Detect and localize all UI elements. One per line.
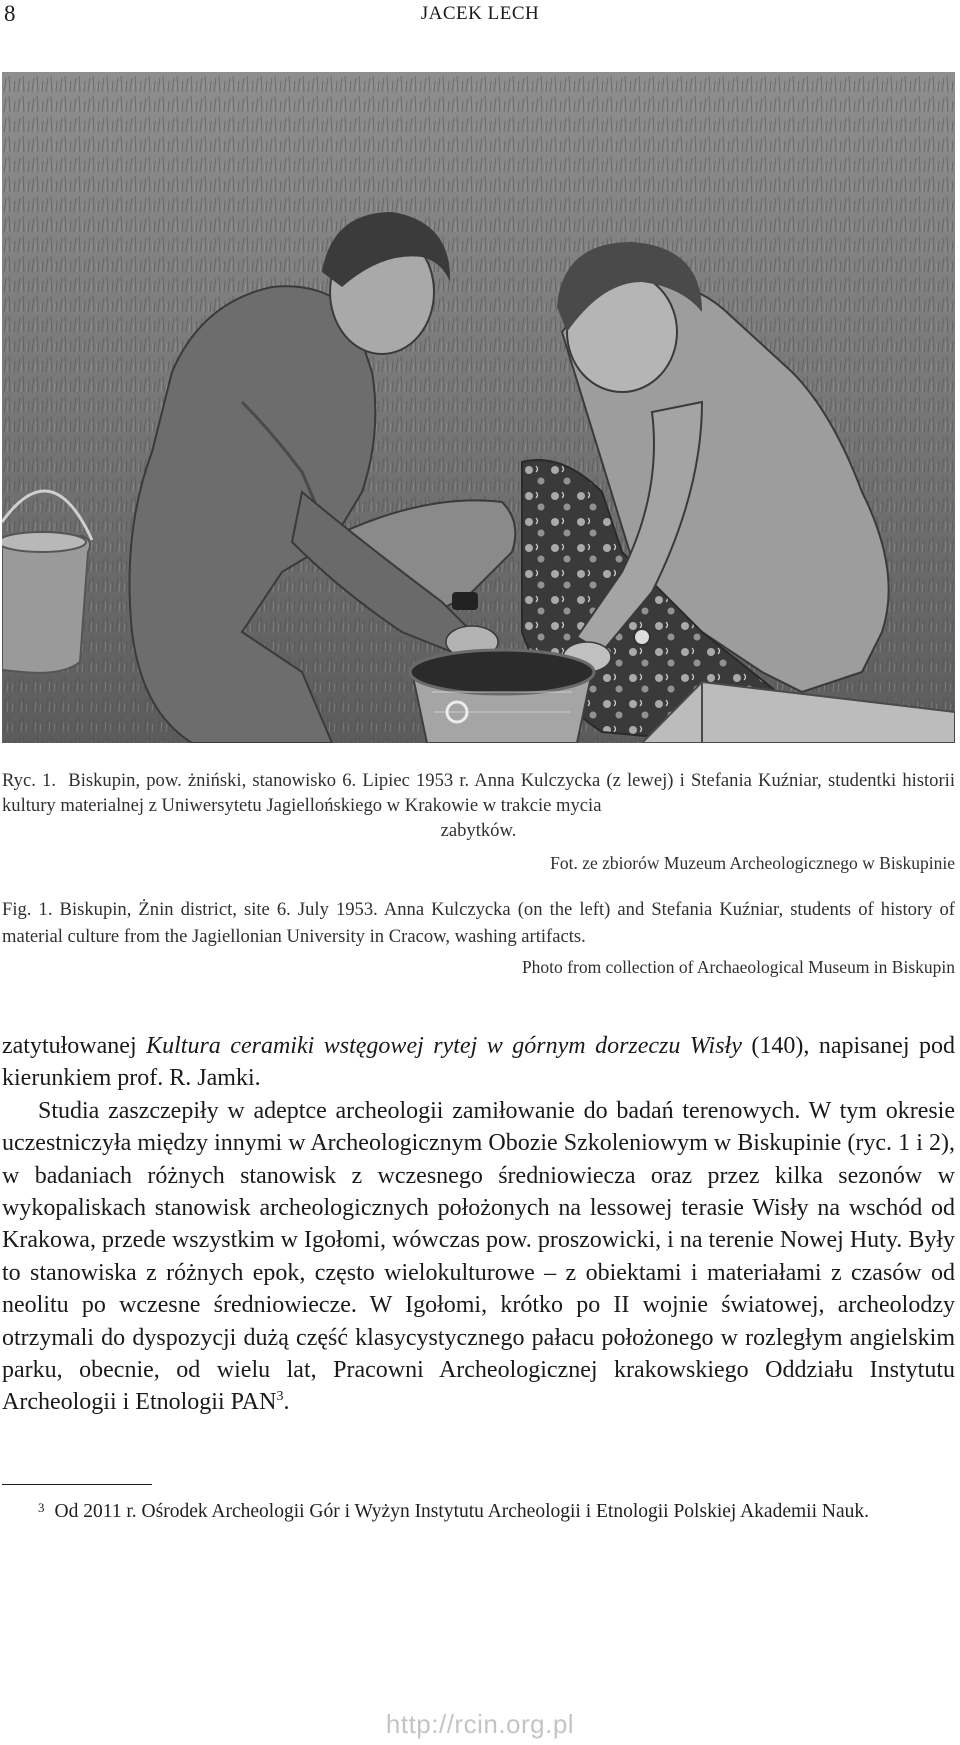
running-head: JACEK LECH: [420, 3, 540, 24]
photo-credit-english: Photo from collection of Archaeological Museum in Biskupin: [521, 957, 955, 977]
archival-photograph: [2, 72, 955, 743]
page-number: 8: [4, 1, 16, 26]
paragraph-1: [2, 1030, 955, 1095]
book-title: Kultura ceramiki wstęgowej rytej w górnym dorzeczu Wisły: [146, 1033, 742, 1059]
figure-caption-polish: [2, 768, 955, 843]
footnote-ref[interactable]: 3: [276, 1389, 284, 1405]
paragraph-2: [2, 1095, 955, 1419]
p1-end: (140), napisanej pod kierunkiem prof. R. Jamki.: [2, 1033, 955, 1092]
p1-start: zatytułowanej: [2, 1033, 147, 1059]
photo-credit-polish: Fot. ze zbiorów Muzeum Archeologicznego w Biskupinie: [550, 853, 955, 873]
caption-pl-label: Ryc. 1.: [2, 770, 69, 791]
footnote-divider: [2, 1484, 152, 1485]
figure-caption-english: Fig. 1. Biskupin, Żnin district, site 6. July 1953. Anna Kulczycka (on the left) and Stefania Kuźniar, students of history of material culture from the Jagiellonian University in Cracow, washing artifacts.: [2, 899, 955, 947]
footnote-text: Od 2011 r. Ośrodek Archeologii Gór i Wyżyn Instytutu Archeologii i Etnologii Polskiej Akademii Nauk.: [54, 1501, 869, 1522]
source-watermark: http://rcin.org.pl: [385, 1709, 575, 1739]
caption-pl-last-line: zabytków.: [440, 820, 517, 841]
caption-pl-text: Biskupin, pow. żniński, stanowisko 6. Lipiec 1953 r. Anna Kulczycka (z lewej) i Stefania Kuźniar, studentki historii kultury materialnej z Uniwersytetu Jagiellońskiego w Krakowie w trakcie mycia: [2, 770, 955, 816]
footnote: [2, 1494, 955, 1526]
p2-end: .: [283, 1389, 290, 1416]
footnote-number: 3: [38, 1500, 45, 1515]
p2-text: Studia zaszczepiły w adeptce archeologii zamiłowanie do badań terenowych. W tym okresie uczestniczyła między innymi w Archeologicznym Obozie Szkoleniowym w Biskupinie (ryc. 1 i 2), w badaniach różnych stanowisk z wczesnego średniowiecza oraz przez kilka sezonów w wykopaliskach stanowisk archeologicznych położonych na lessowej terasie Wisły na wschód od Krakowa, przede wszystkim w Igołomi, wówczas pow. proszowicki, i na terenie Nowej Huty. Były to stanowiska z różnych epok, często wielokulturowe – z obiektami i materiałami z czasów od neolitu po wczesne średniowiecze. W Igołomi, krótko po II wojnie światowej, archeolodzy otrzymali do dyspozycji dużą część klasycystycznego pałacu położonego w rozległym angielskim parku, obecnie, od wielu lat, Pracowni Archeologicznej krakowskiego Oddziału Instytutu Archeologii i Etnologii PAN: [2, 1097, 955, 1416]
body-text: [2, 1030, 955, 1419]
page-header: [0, 0, 960, 30]
